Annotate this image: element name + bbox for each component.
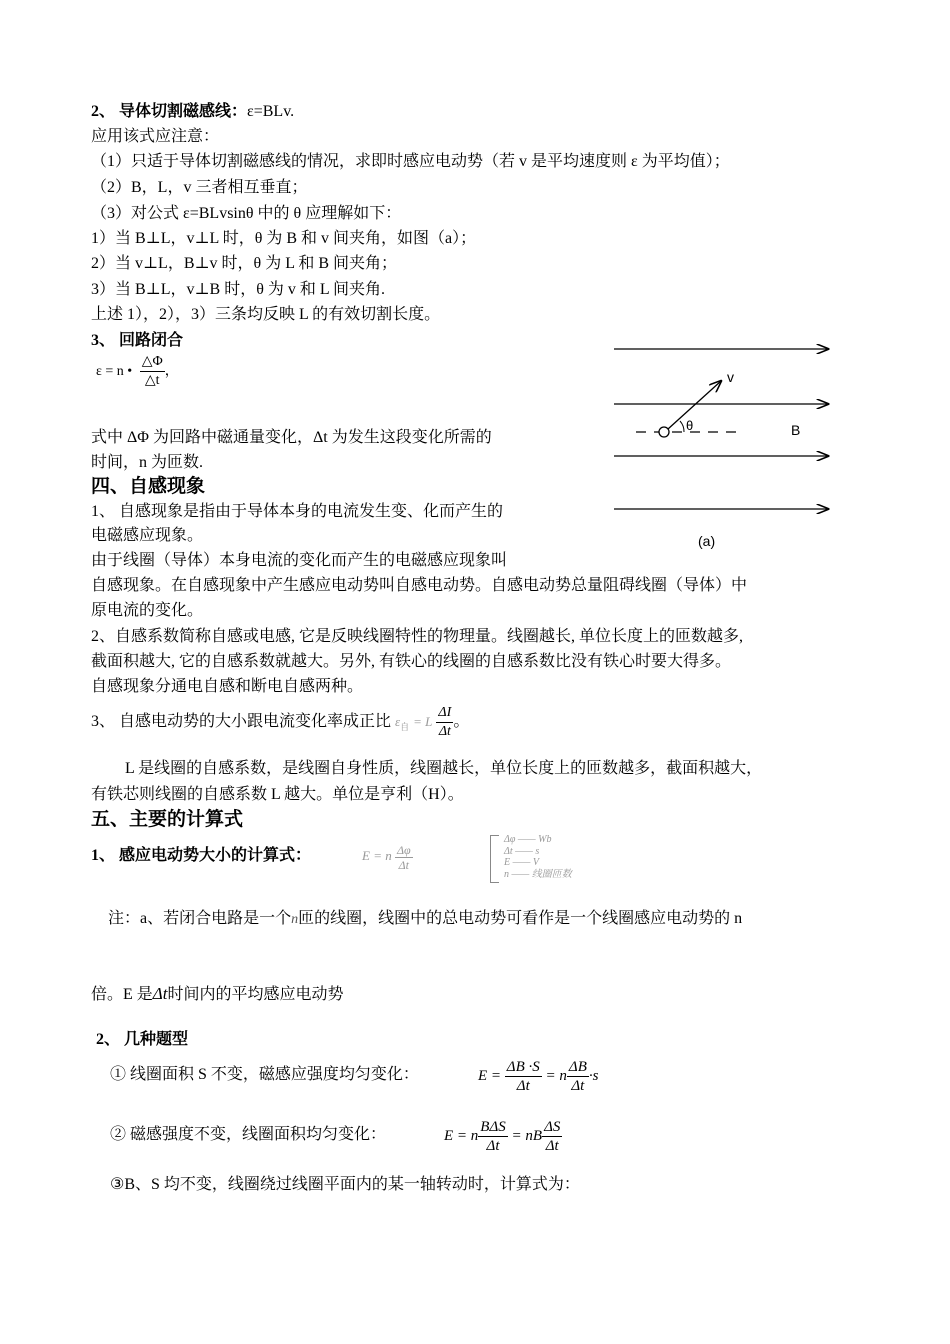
formula-tail: ， bbox=[164, 364, 179, 379]
formula-part: = nB bbox=[511, 1128, 543, 1144]
formula-fraction bbox=[478, 1118, 507, 1155]
item-2-title: 2、 几种题型 bbox=[96, 1031, 189, 1048]
emf-formula bbox=[362, 836, 413, 876]
formula-end: 。 bbox=[453, 713, 470, 730]
paragraph: 电磁感应现象。 bbox=[91, 527, 204, 544]
formula-fraction bbox=[542, 1118, 562, 1155]
question-2-formula bbox=[444, 1114, 562, 1158]
formula-denominator: Δt bbox=[438, 723, 451, 739]
formula-part: E = bbox=[478, 1068, 502, 1084]
paragraph: 1、 自感现象是指由于导体本身的电流发生变、化而产生的 bbox=[91, 503, 504, 520]
formula-denominator: Δt bbox=[545, 1138, 559, 1155]
formula-fraction bbox=[140, 353, 165, 390]
unit-item: Δt —— s bbox=[504, 845, 540, 857]
unit-item: E —— V bbox=[504, 857, 539, 868]
paragraph: 2）当 v⊥L，B⊥v 时，θ 为 L 和 B 间夹角； bbox=[91, 255, 398, 272]
formula-lhs: ε = n • bbox=[96, 364, 133, 379]
paragraph: 2、自感系数简称自感或电感, 它是反映线圈特性的物理量。线圈越长, 单位长度上的匝数越多, bbox=[91, 628, 744, 645]
formula-denominator: Δt bbox=[516, 1078, 530, 1095]
formula-lhs: E = n bbox=[362, 848, 392, 863]
velocity-label: v bbox=[727, 369, 734, 385]
item-1-title: 1、 感应电动势大小的计算式： bbox=[91, 847, 312, 864]
note-dt: Δt bbox=[152, 984, 168, 1003]
formula-fraction bbox=[436, 704, 453, 741]
formula-part: = n bbox=[545, 1068, 567, 1084]
paragraph: （2）B，L，v 三者相互垂直； bbox=[91, 179, 308, 196]
conductor-icon bbox=[659, 427, 669, 437]
paragraph: 3、 自感电动势的大小跟电流变化率成正比 bbox=[91, 713, 392, 730]
paragraph: （3）对公式 ε=BLvsinθ 中的 θ 应理解如下： bbox=[91, 205, 402, 222]
note-text: 时间内的平均感应电动势 bbox=[167, 986, 344, 1003]
question-2: ② 磁感强度不变，线圈面积均匀变化： bbox=[110, 1126, 387, 1143]
paragraph: 3）当 B⊥L，v⊥B 时，θ 为 v 和 L 间夹角. bbox=[91, 281, 386, 298]
paragraph: 应用该式应注意： bbox=[91, 128, 220, 145]
formula-fraction bbox=[505, 1058, 542, 1095]
formula-denominator: Δt bbox=[571, 1078, 585, 1095]
emf-symbol: ε bbox=[395, 714, 401, 729]
formula-numerator: BΔS bbox=[480, 1119, 506, 1136]
paragraph: L 是线圈的自感系数，是线圈自身性质，线圈越长，单位长度上的匝数越多，截面积越大， bbox=[125, 760, 763, 777]
question-1-formula bbox=[478, 1054, 598, 1098]
paragraph: 式中 ΔΦ 为回路中磁通量变化，Δt 为发生这段变化所需的 bbox=[91, 429, 492, 446]
formula-numerator: ΔB bbox=[568, 1059, 587, 1076]
field-label: B bbox=[791, 422, 801, 438]
unit-item: Δφ —— Wb bbox=[504, 834, 552, 845]
paragraph: 由于线圈（导体）本身电流的变化而产生的电磁感应现象叫 bbox=[91, 552, 508, 569]
note-line bbox=[108, 908, 742, 931]
brace-icon bbox=[490, 835, 499, 883]
formula-numerator: ΔI bbox=[436, 704, 453, 723]
formula-fraction bbox=[395, 843, 413, 872]
formula-fraction bbox=[567, 1058, 589, 1095]
paragraph: 自感现象。在自感现象中产生感应电动势叫自感电动势。自感电动势总量阻碍线圈（导体）中 bbox=[91, 577, 748, 594]
figure-a bbox=[600, 332, 850, 562]
paragraph: 自感现象分通电自感和断电自感两种。 bbox=[91, 678, 364, 695]
formula-part: ·s bbox=[588, 1068, 599, 1084]
formula-denominator: Δt bbox=[398, 857, 409, 872]
note-text: 注：a、若闭合电路是一个 bbox=[108, 910, 292, 927]
unit-item: n —— 线圈匝数 bbox=[504, 868, 572, 880]
formula-numerator: ΔS bbox=[544, 1119, 561, 1136]
note-text: 匝的线圈，线圈中的总电动势可看作是一个线圈感应电动势的 n bbox=[298, 910, 743, 927]
paragraph: 原电流的变化。 bbox=[91, 602, 204, 619]
paragraph: 时间，n 为匝数. bbox=[91, 454, 204, 471]
unit-list bbox=[504, 834, 572, 880]
section-2-formula: ε=BLv. bbox=[247, 103, 295, 120]
emf-subscript: 自 bbox=[400, 722, 410, 733]
angle-label: θ bbox=[686, 418, 694, 433]
question-1: ① 线圈面积 S 不变，磁感应强度均匀变化： bbox=[110, 1066, 419, 1083]
angle-arc bbox=[680, 421, 684, 432]
section-4-title: 四、自感现象 bbox=[91, 476, 206, 497]
note-text: 倍。E 是 bbox=[91, 986, 153, 1003]
paragraph: 有铁芯则线圈的自感系数 L 越大。单位是亨利（H）。 bbox=[91, 786, 464, 803]
section-3-title: 3、 回路闭合 bbox=[91, 332, 184, 349]
paragraph: 上述 1），2），3）三条均反映 L 的有效切割长度。 bbox=[91, 306, 441, 323]
formula-numerator: ΔB ·S bbox=[506, 1059, 540, 1076]
formula-part: E = n bbox=[444, 1128, 479, 1144]
self-inductance-line bbox=[91, 700, 469, 749]
formula-denominator: Δt bbox=[486, 1138, 500, 1155]
section-2-heading bbox=[91, 101, 294, 123]
paragraph: 截面积越大, 它的自感系数就越大。另外, 有铁心的线圈的自感系数比没有铁心时要大得多。 bbox=[91, 653, 732, 670]
question-3: ③B、S 均不变，线圈绕过线圈平面内的某一轴转动时，计算式为： bbox=[110, 1176, 580, 1193]
note-line bbox=[91, 983, 344, 1006]
note-n: n bbox=[291, 912, 299, 927]
paragraph: 1）当 B⊥L，v⊥L 时，θ 为 B 和 v 间夹角，如图（a）； bbox=[91, 230, 477, 247]
formula-denominator: △t bbox=[144, 373, 160, 389]
formula-numerator: △Φ bbox=[140, 353, 165, 372]
formula-eq: = L bbox=[413, 714, 433, 729]
figure-caption: (a) bbox=[698, 533, 716, 549]
flux-formula bbox=[96, 352, 179, 392]
section-5-title: 五、主要的计算式 bbox=[91, 809, 244, 830]
formula-numerator: Δφ bbox=[396, 842, 411, 857]
section-2-title: 2、 导体切割磁感线： bbox=[91, 103, 248, 120]
paragraph: （1）只适于导体切割磁感线的情况，求即时感应电动势（若 v 是平均速度则 ε 为平均值）； bbox=[91, 153, 730, 170]
velocity-vector bbox=[668, 381, 721, 429]
